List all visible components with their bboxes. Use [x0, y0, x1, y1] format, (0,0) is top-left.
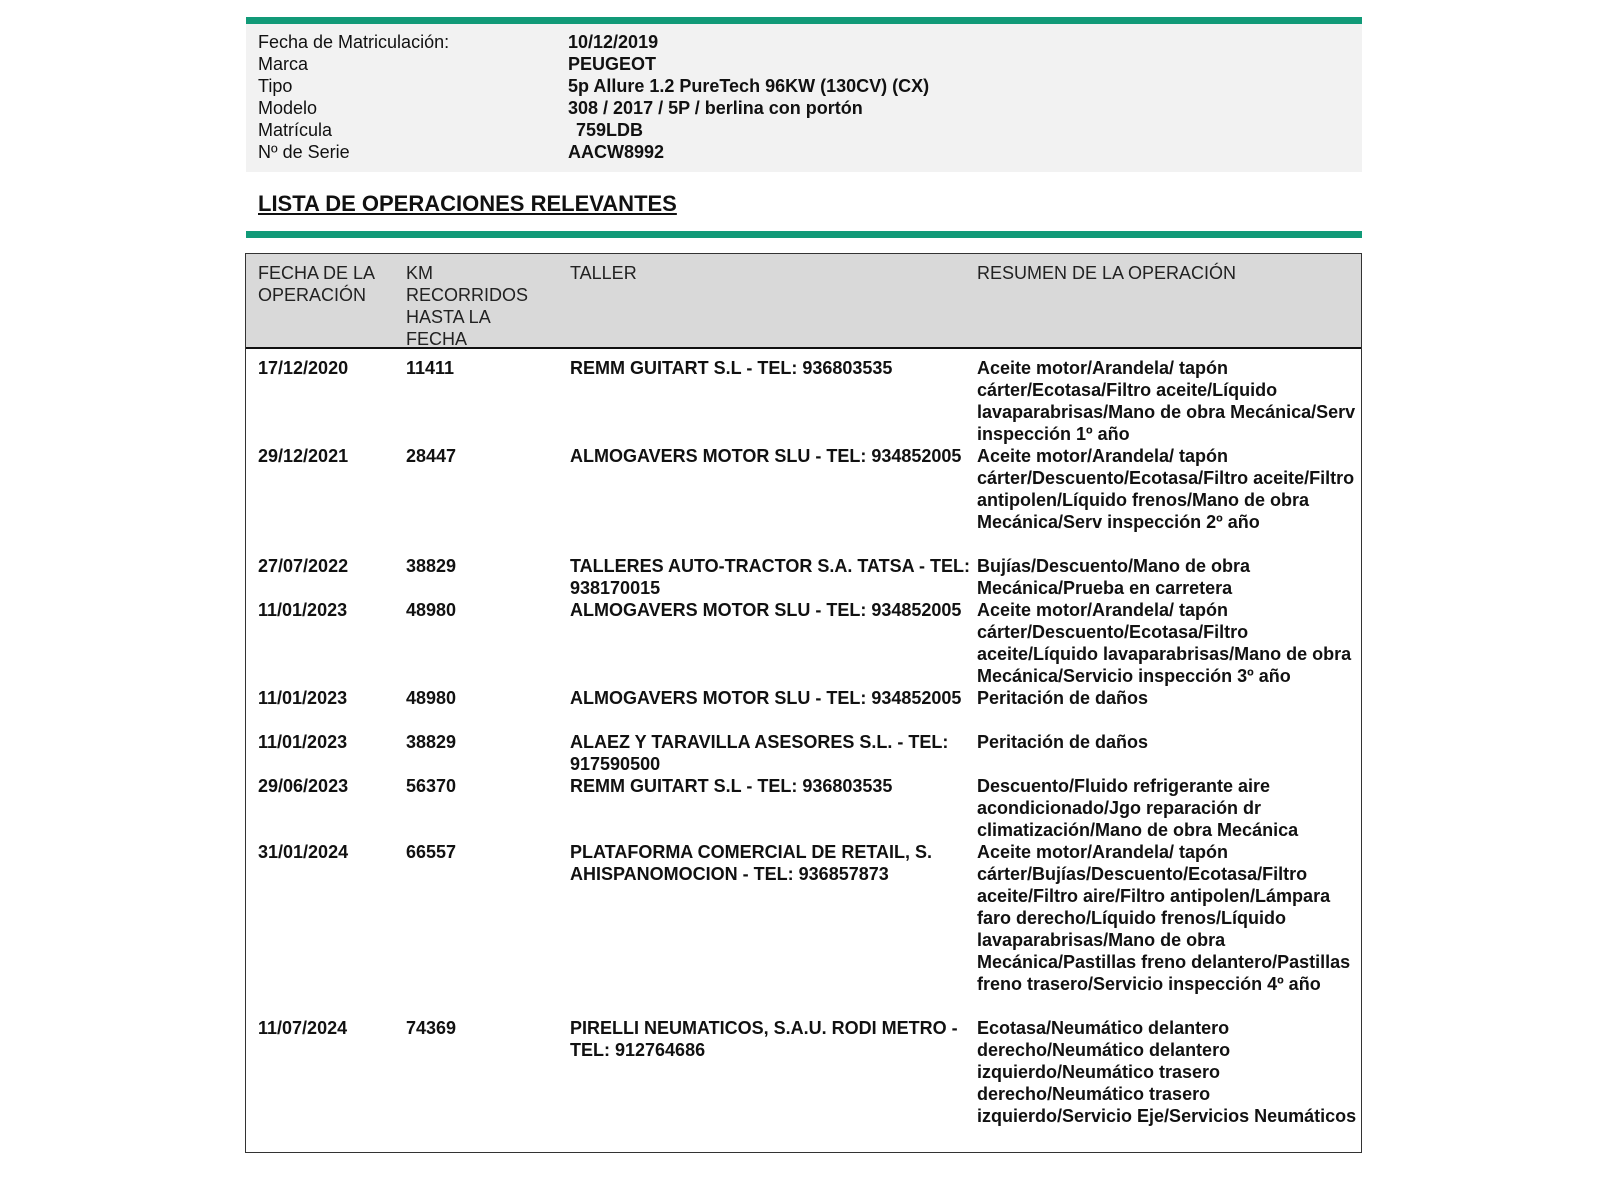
header-km: KM RECORRIDOS HASTA LA FECHA [406, 263, 529, 349]
section-accent-bar [246, 231, 1362, 238]
cell-km: 48980 [406, 688, 457, 708]
fecha-matriculacion-value: 10/12/2019 [568, 32, 659, 52]
matricula-label: Matrícula [258, 120, 333, 140]
top-accent-bar [246, 17, 1362, 24]
vehicle-info-panel [246, 24, 1362, 172]
cell-resumen: Ecotasa/Neumático delantero derecho/Neumático delantero izquierdo/Neumático trasero derecho/Neumático trasero izquierdo/Servicio Eje/Servicios Neumáticos [977, 1018, 1357, 1126]
tipo-label: Tipo [258, 76, 293, 96]
cell-km: 74369 [406, 1018, 457, 1038]
cell-resumen: Peritación de daños [977, 688, 1149, 708]
marca-label: Marca [258, 54, 309, 74]
cell-km: 66557 [406, 842, 457, 862]
cell-km: 38829 [406, 556, 457, 576]
tipo-value: 5p Allure 1.2 PureTech 96KW (130CV) (CX) [568, 76, 930, 96]
cell-km: 28447 [406, 446, 457, 466]
cell-resumen: Aceite motor/Arandela/ tapón cárter/Ecotasa/Filtro aceite/Líquido lavaparabrisas/Mano de obra Mecánica/Serv inspección 1º año [977, 358, 1356, 444]
cell-taller: REMM GUITART S.L - TEL: 936803535 [570, 776, 893, 796]
matricula-value: 759LDB [576, 120, 644, 140]
serie-value: AACW8992 [568, 142, 665, 162]
cell-fecha: 11/01/2023 [258, 688, 348, 708]
cell-km: 56370 [406, 776, 457, 796]
modelo-label: Modelo [258, 98, 318, 118]
cell-taller: ALMOGAVERS MOTOR SLU - TEL: 934852005 [570, 446, 962, 466]
cell-km: 48980 [406, 600, 457, 620]
header-taller: TALLER [570, 263, 637, 283]
cell-resumen: Descuento/Fluido refrigerante aire acondicionado/Jgo reparación dr climatización/Mano de obra Mecánica [977, 776, 1299, 840]
header-resumen: RESUMEN DE LA OPERACIÓN [977, 263, 1237, 283]
cell-taller: ALAEZ Y TARAVILLA ASESORES S.L. - TEL: 917590500 [570, 732, 949, 774]
cell-fecha: 29/12/2021 [258, 446, 349, 466]
cell-taller: REMM GUITART S.L - TEL: 936803535 [570, 358, 893, 378]
section-title: LISTA DE OPERACIONES RELEVANTES [258, 191, 677, 216]
cell-resumen: Aceite motor/Arandela/ tapón cárter/Descuento/Ecotasa/Filtro aceite/Filtro antipolen/Líquido frenos/Mano de obra Mecánica/Serv inspección 2º año [977, 446, 1355, 532]
cell-fecha: 27/07/2022 [258, 556, 349, 576]
header-fecha: FECHA DE LA OPERACIÓN [258, 263, 375, 305]
cell-taller: PLATAFORMA COMERCIAL DE RETAIL, S. AHISPANOMOCION - TEL: 936857873 [570, 842, 932, 884]
cell-taller: ALMOGAVERS MOTOR SLU - TEL: 934852005 [570, 688, 962, 708]
cell-taller: ALMOGAVERS MOTOR SLU - TEL: 934852005 [570, 600, 962, 620]
fecha-matriculacion-label: Fecha de Matriculación: [258, 32, 450, 52]
cell-km: 38829 [406, 732, 457, 752]
cell-fecha: 17/12/2020 [258, 358, 349, 378]
operations-table [245, 253, 1362, 1153]
serie-label: Nº de Serie [258, 142, 350, 162]
cell-fecha: 11/01/2023 [258, 732, 348, 752]
cell-fecha: 29/06/2023 [258, 776, 349, 796]
cell-resumen: Bujías/Descuento/Mano de obra Mecánica/Prueba en carretera [977, 556, 1251, 598]
cell-resumen: Peritación de daños [977, 732, 1149, 752]
cell-resumen: Aceite motor/Arandela/ tapón cárter/Bujías/Descuento/Ecotasa/Filtro aceite/Filtro aire/Filtro antipolen/Lámpara faro derecho/Líquido frenos/Líquido lavaparabrisas/Mano de obra Mecánica/Pastillas freno delantero/Pastillas freno trasero/Servicio inspección 4º año [977, 842, 1351, 994]
cell-fecha: 11/01/2023 [258, 600, 348, 620]
cell-resumen: Aceite motor/Arandela/ tapón cárter/Descuento/Ecotasa/Filtro aceite/Líquido lavaparabrisas/Mano de obra Mecánica/Servicio inspección 3º año [977, 600, 1352, 686]
cell-taller: PIRELLI NEUMATICOS, S.A.U. RODI METRO - TEL: 912764686 [570, 1018, 958, 1060]
cell-fecha: 31/01/2024 [258, 842, 349, 862]
cell-taller: TALLERES AUTO-TRACTOR S.A. TATSA - TEL: 938170015 [570, 556, 970, 598]
modelo-value: 308 / 2017 / 5P / berlina con portón [568, 98, 863, 118]
marca-value: PEUGEOT [568, 54, 657, 74]
cell-km: 11411 [406, 358, 455, 378]
cell-fecha: 11/07/2024 [258, 1018, 348, 1038]
table-header [246, 254, 1361, 349]
